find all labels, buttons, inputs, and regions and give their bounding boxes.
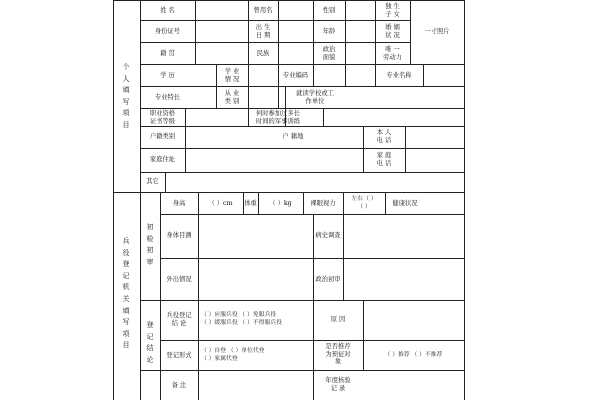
military-conclusion-label: 兵役登记 结 论 <box>166 312 192 327</box>
rule <box>423 64 424 86</box>
home-address-label: 家庭住址 <box>149 156 176 163</box>
height-label: 身高 <box>172 200 186 207</box>
rule <box>185 108 186 172</box>
rule <box>140 20 410 21</box>
school-label: 就读学校或工 作单位 <box>296 90 334 105</box>
name-label: 姓 名 <box>160 7 175 14</box>
certificate-label: 职业资格 证书等级 <box>149 110 176 125</box>
only-child-label: 独 生 子 女 <box>385 3 400 18</box>
body-defects-label: 身体目测 <box>166 232 192 239</box>
rule <box>140 0 141 400</box>
native-place-label: 籍 贯 <box>160 50 175 57</box>
rule <box>345 0 346 86</box>
section1-title: 个 人 填 写 项 目 <box>122 63 130 129</box>
recommend-options[interactable]: （ ）推荐 （ ）不推荐 <box>384 352 443 358</box>
rule <box>323 108 324 126</box>
rule <box>140 42 410 43</box>
military-training-label: 何时参加过多长 时间的军事训练 <box>255 110 301 125</box>
hukou-type-label: 户籍类别 <box>149 133 176 140</box>
height-field[interactable]: （ ）cm <box>208 200 233 207</box>
registration-form-label: 登记形式 <box>166 352 192 359</box>
rule <box>363 300 364 370</box>
major-name-label: 专业名称 <box>386 72 412 79</box>
rule <box>343 214 344 300</box>
rule <box>278 64 279 108</box>
prelim-check-label: 初 检 初 审 <box>146 223 154 266</box>
education-label: 学 历 <box>160 72 175 79</box>
photo-placeholder: 一寸照片 <box>424 28 450 35</box>
personal-phone-label: 本 人 电 话 <box>376 129 392 144</box>
naked-vision-label: 裸眼视力 <box>310 200 336 207</box>
form-options[interactable]: （ ）自登 （ ）单位代登 （ ）家属代登 <box>201 348 265 362</box>
conclusion-options[interactable]: （ ）应服兵役 （ ）免服兵役 （ ）缓服兵役 （ ）不得服兵役 <box>201 312 282 326</box>
registration-form <box>113 0 465 400</box>
rule <box>313 214 314 400</box>
political-status-label: 政治 面貌 <box>322 46 336 61</box>
only-labor-label: 唯 一 劳动力 <box>383 46 402 61</box>
rule <box>160 192 161 400</box>
study-status-label: 学 业 情 况 <box>224 68 240 83</box>
rule <box>140 108 465 109</box>
rule <box>405 126 406 172</box>
rule <box>113 0 465 1</box>
rule <box>140 86 465 87</box>
rule <box>140 300 465 301</box>
registration-result-label: 登 记 结 论 <box>146 321 154 364</box>
weight-label: 体重 <box>244 200 257 207</box>
ethnicity-label: 民族 <box>256 50 270 57</box>
major-code-label: 专业编码 <box>282 72 309 79</box>
id-number-label: 身份证号 <box>154 28 181 35</box>
rule <box>113 0 114 400</box>
health-label: 健康状况 <box>392 200 418 207</box>
reason-label: 原 因 <box>330 316 346 323</box>
other-label: 其它 <box>146 178 159 185</box>
gender-label: 性别 <box>322 7 336 14</box>
political-review-label: 政治初审 <box>315 276 341 283</box>
rule <box>464 0 465 400</box>
annual-review-label: 年度核验 记 录 <box>325 377 351 392</box>
home-phone-label: 家 庭 电 话 <box>376 152 392 167</box>
rule <box>198 214 199 400</box>
rule <box>195 0 196 64</box>
vision-field[interactable]: 左右（ ） （ ） <box>351 196 377 210</box>
rule <box>165 172 166 192</box>
section2-title: 兵 役 登 记 机 关 填 写 项 目 <box>122 237 130 350</box>
hukou-location-label: 户 籍地 <box>282 133 304 140</box>
rule <box>140 126 465 127</box>
marital-status-label: 婚 姻 状 况 <box>385 24 400 39</box>
rule <box>140 64 465 65</box>
weight-field[interactable]: （ ）kg <box>269 200 292 207</box>
rule <box>113 192 465 193</box>
rule <box>140 148 465 149</box>
specialty-label: 专业特长 <box>154 94 181 101</box>
birth-date-label: 出 生 日 期 <box>255 24 271 39</box>
disease-survey-label: 病史调查 <box>315 232 341 239</box>
rule <box>278 0 279 64</box>
age-label: 年龄 <box>322 28 336 35</box>
occupation-label: 从 业 类 别 <box>224 90 240 105</box>
rule <box>140 172 465 173</box>
rule <box>140 370 465 371</box>
recommended-label: 是否推荐 为预征对 象 <box>325 343 351 365</box>
used-name-label: 曾用名 <box>253 7 273 14</box>
appearance-label: 外出情况 <box>166 276 192 283</box>
remarks-label: 备 注 <box>171 382 187 389</box>
